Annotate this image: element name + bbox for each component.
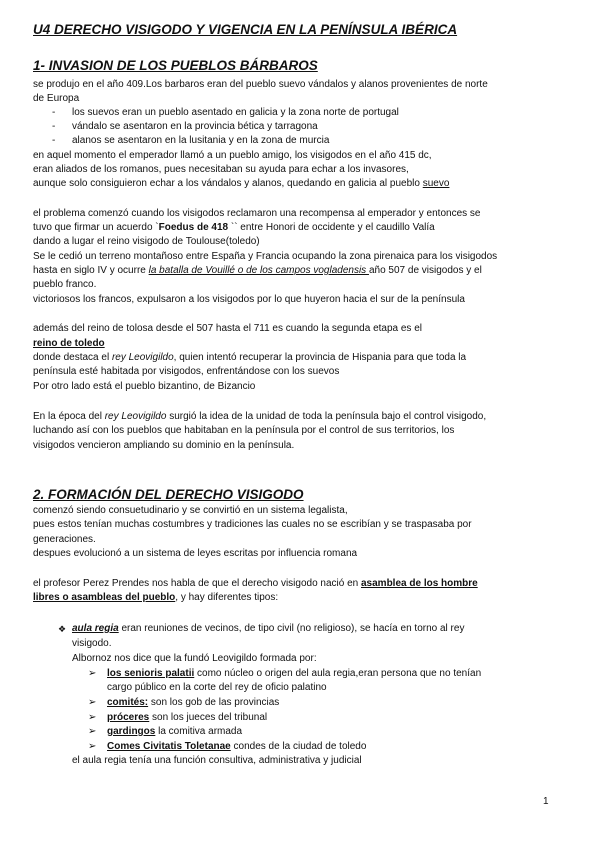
text-run: año 507 de visigodos y el (368, 265, 482, 276)
list-item: alanos se asentaron en la lusitania y en la zona de murcia (72, 135, 330, 146)
list-item-continuation: visigodo. (72, 638, 112, 649)
list-item-continuation: Albornoz nos dice que la fundó Leovigildo formada por: (72, 653, 317, 664)
paragraph-line: despues evolucionó a un sistema de leyes escritas por influencia romana (33, 548, 358, 559)
sub-list-item (107, 668, 481, 680)
list-item: los suevos eran un pueblo asentado en galicia y la zona norte de portugal (72, 107, 399, 118)
arrow-bullet-icon: ➢ (88, 726, 97, 737)
text-run: el profesor Perez Prendes nos habla de que el derecho visigodo nació en (33, 578, 361, 589)
bold-underlined-term: reino de toledo (33, 338, 105, 349)
text-run: condes de la ciudad de toledo (230, 741, 367, 752)
paragraph-line: Por otro lado está el pueblo bizantino, de Bizancio (33, 381, 256, 392)
text-run: como núcleo o origen del aula regia,eran persona que no tenían (194, 668, 482, 679)
paragraph-line: en aquel momento el emperador llamó a un pueblo amigo, los visigodos en el año 415 dc, (33, 150, 432, 161)
bold-underlined-term: libres o asambleas del pueblo (33, 592, 176, 603)
paragraph-line (33, 578, 478, 590)
section2-heading: 2. FORMACIÓN DEL DERECHO VISIGODO (33, 487, 304, 502)
text-run: aunque solo consiguieron echar a los vándalos y alanos, quedando en galicia al pueblo (33, 178, 423, 189)
paragraph-line (33, 178, 449, 190)
paragraph-line: Se le cedió un terreno montañoso entre España y Francia ocupando la zona pirenaica para los visigodos (33, 251, 498, 262)
paragraph-line (33, 352, 466, 364)
paragraph-line: eran aliados de los romanos, pues necesitaban su ayuda para echar a los invasores, (33, 164, 409, 175)
paragraph-line: pueblo franco. (33, 279, 97, 290)
list-item: vándalo se asentaron en la provincia bética y tarragona (72, 121, 318, 132)
paragraph-line: además del reino de tolosa desde el 507 hasta el 711 es cuando la segunda etapa es el (33, 323, 422, 334)
text-run: eran reuniones de vecinos, de tipo civil (no religioso), se hacía en torno al rey (118, 623, 465, 634)
text-run: , quien intentó recuperar la provincia de Hispania para que toda la (173, 352, 467, 363)
paragraph-line: generaciones. (33, 534, 96, 545)
section1-heading: 1- INVASION DE LOS PUEBLOS BÁRBAROS (33, 58, 318, 73)
paragraph-line: de Europa (33, 93, 80, 104)
bold-underlined-term: los senioris palatii (107, 668, 195, 679)
text-run: surgió la idea de la unidad de toda la península bajo el control visigodo, (166, 411, 487, 422)
page-number: 1 (543, 796, 549, 807)
paragraph-line: visigodos vencieron ampliando su dominio en la península. (33, 440, 295, 451)
text-run: la comitiva armada (155, 726, 243, 737)
text-run: son los jueces del tribunal (149, 712, 268, 723)
arrow-bullet-icon: ➢ (88, 668, 97, 679)
italic-term: rey Leovigildo (111, 352, 174, 363)
text-run: son los gob de las provincias (148, 697, 280, 708)
bold-underlined-term: gardingos (107, 726, 156, 737)
text-run: `` entre Honori de occidente y el caudillo Valía (228, 222, 435, 233)
list-dash: - (52, 135, 56, 146)
text-run: , y hay diferentes tipos: (175, 592, 279, 603)
underlined-term: suevo (422, 178, 450, 189)
bold-underlined-term: próceres (107, 712, 150, 723)
paragraph-line: victoriosos los francos, expulsaron a los visigodos por lo que huyeron hacia el sur de la península (33, 294, 465, 305)
document-title: U4 DERECHO VISIGODO Y VIGENCIA EN LA PENÍNSULA IBÉRICA (33, 22, 458, 37)
sub-list-item (107, 741, 366, 753)
bold-italic-underlined-term: aula regia (72, 623, 119, 634)
sub-list-item (107, 697, 279, 709)
sub-list-item (107, 726, 242, 738)
bold-underlined-term: asamblea de los hombre (361, 578, 478, 589)
paragraph-line (33, 222, 435, 234)
arrow-bullet-icon: ➢ (88, 712, 97, 723)
paragraph-line: comenzó siendo consuetudinario y se convirtió en un sistema legalista, (33, 505, 348, 516)
sub-list-item (107, 712, 267, 724)
sub-list-item-continuation: cargo público en la corte del rey de oficio palatino (107, 682, 327, 693)
underlined-italic-term: la batalla de Vouillé o de los campos vogladensis (148, 265, 369, 276)
italic-term: rey Leovigildo (104, 411, 167, 422)
bold-underlined-term: Comes Civitatis Toletanae (107, 741, 231, 752)
diamond-bullet-icon: ❖ (58, 624, 67, 634)
paragraph-line (33, 592, 278, 604)
paragraph-line: península esté habitada por visigodos, enfrentándose con los suevos (33, 366, 340, 377)
bold-term: Foedus de 418 (158, 222, 229, 233)
list-dash: - (52, 107, 56, 118)
list-dash: - (52, 121, 56, 132)
paragraph-line (33, 265, 482, 277)
paragraph-line (33, 411, 486, 423)
paragraph-line: pues estos tenían muchas costumbres y tradiciones las cuales no se escribían y se traspasaba por (33, 519, 472, 530)
list-item (72, 623, 464, 635)
text-run: donde destaca el (33, 352, 112, 363)
paragraph-line: luchando así con los pueblos que habitaban en la península por el control de sus territorios, los (33, 425, 455, 436)
paragraph-line: el aula regia tenía una función consultiva, administrativa y judicial (72, 755, 362, 766)
paragraph-line: el problema comenzó cuando los visigodos reclamaron una recompensa al emperador y entonces se (33, 208, 481, 219)
arrow-bullet-icon: ➢ (88, 697, 97, 708)
text-run: En la época del (33, 411, 105, 422)
paragraph-line: dando a lugar el reino visigodo de Toulouse(toledo) (33, 236, 260, 247)
paragraph-line: se produjo en el año 409.Los barbaros eran del pueblo suevo vándalos y alanos provenientes de norte (33, 79, 488, 90)
text-run: hasta en siglo IV y ocurre (33, 265, 149, 276)
bold-underlined-term: comités: (107, 697, 149, 708)
text-run: tuvo que firmar un acuerdo ` (33, 222, 159, 233)
arrow-bullet-icon: ➢ (88, 741, 97, 752)
